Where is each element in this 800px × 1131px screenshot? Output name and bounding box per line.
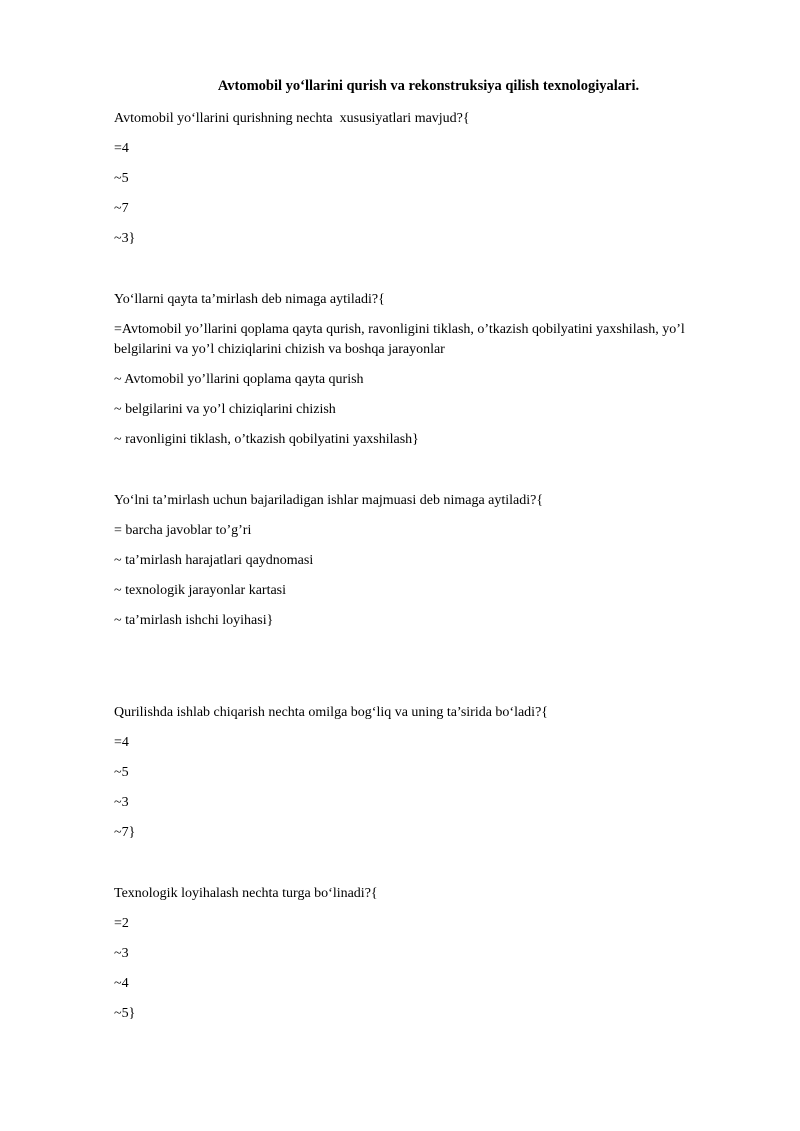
question-3-option-2: ~ ta’mirlash harajatlari qaydnomasi [114, 553, 314, 568]
question-4-option-2: ~5 [114, 765, 129, 780]
question-3-option-4: ~ ta’mirlash ishchi loyihasi} [114, 613, 274, 628]
question-2-option-4: ~ ravonligini tiklash, o’tkazish qobilyatini yaxshilash} [114, 432, 419, 447]
question-4-option-4: ~7} [114, 825, 136, 840]
question-3-option-1: = barcha javoblar to’g’ri [114, 523, 252, 538]
question-1-option-4: ~3} [114, 231, 136, 246]
question-2-option-3: ~ belgilarini va yo’l chiziqlarini chizish [114, 402, 336, 417]
question-1: Avtomobil yo‘llarini qurishning nechta xususiyatlari mavjud?{ [114, 111, 470, 126]
question-4: Qurilishda ishlab chiqarish nechta omilga bog‘liq va uning ta’sirida bo‘ladi?{ [114, 705, 549, 720]
question-2: Yo‘llarni qayta ta’mirlash deb nimaga aytiladi?{ [114, 292, 385, 307]
question-5: Texnologik loyihalash nechta turga bo‘linadi?{ [114, 886, 378, 901]
question-5-option-3: ~4 [114, 976, 129, 991]
question-2-option-1: =Avtomobil yo’llarini qoplama qayta qurish, ravonligini tiklash, o’tkazish qobilyatini yaxshilash, yo’l belgilarini va yo’l chiziqlarini chizish va boshqa jarayonlar [114, 322, 685, 357]
question-4-option-1: =4 [114, 735, 129, 750]
question-1-option-3: ~7 [114, 201, 129, 216]
question-1-option-2: ~5 [114, 171, 129, 186]
question-5-option-4: ~5} [114, 1006, 136, 1021]
question-3: Yo‘lni ta’mirlash uchun bajariladigan ishlar majmuasi deb nimaga aytiladi?{ [114, 493, 544, 508]
question-2-option-2: ~ Avtomobil yo’llarini qoplama qayta qurish [114, 372, 364, 387]
question-5-option-1: =2 [114, 916, 129, 931]
question-3-option-3: ~ texnologik jarayonlar kartasi [114, 583, 287, 598]
question-5-option-2: ~3 [114, 946, 129, 961]
question-4-option-3: ~3 [114, 795, 129, 810]
question-1-option-1: =4 [114, 141, 129, 156]
document-title: Avtomobil yo‘llarini qurish va rekonstruksiya qilish texnologiyalari. [217, 78, 640, 94]
